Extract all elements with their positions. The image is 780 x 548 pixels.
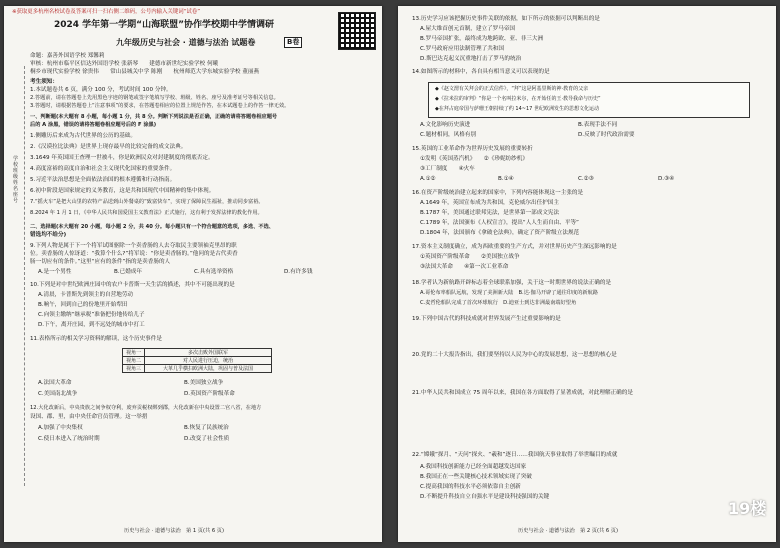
option: B.恢复了民族统治	[184, 425, 229, 431]
judge-item: 7.“摇火车”是把大山里的农特产品送到山外餐桌的“致富快车”，实现了保障民生福祉，推动同步富裕。	[30, 199, 264, 205]
judge-item: 4.高度富裕的高度自治和社会主义现代化国家的重要条件。	[30, 166, 176, 172]
judge-item: 5.习近平法治思想是全面依法治国的根本遵循和行动指南。	[30, 177, 176, 183]
table-cell: 视角一	[123, 349, 145, 357]
option: D.反映了时代政治需要	[578, 132, 635, 138]
option: B.晌午，回到自己的份地里开始犁田	[38, 302, 128, 308]
question-20: 20.党的二十大报告指出，我们要坚持以人民为中心的发展思想，这一思想的核心是	[412, 352, 617, 358]
judge-item: 6.初中阶段是国家规定的义务教育，这是共和国现代中国精神的集中体现。	[30, 188, 215, 194]
option: D.改变了社会性质	[184, 436, 230, 442]
table-row	[123, 357, 272, 365]
judge-item: 1.侧雕历后来成为古代世界的公历的基础。	[30, 133, 137, 139]
question-17: 17.资本主义制度确立，成为西欧重要的生产方式，并对世界历史产生深远影响的是	[412, 244, 617, 250]
exam-page-2	[398, 6, 776, 542]
paper-version-badge: B卷	[284, 37, 302, 48]
question-9-cont: 肠一切应有的条件。”这里“应有的条件”指的是卖香肠的人	[30, 259, 171, 265]
perspective-table	[122, 348, 272, 373]
option: D.不断提升科技自立自强水平是建设科技强国的关键	[420, 494, 550, 500]
material-line: ◆《赵文渭有关拜会的正式信件》，“拜”这是阿基里斯的神·教育的父亲	[435, 86, 589, 92]
table-row	[123, 349, 272, 357]
instruction-item: 1.本试题卷共 6 页，满分 100 分，考试时间 100 分钟。	[30, 87, 172, 93]
page-footer: 历史与社会 · 道德与法治 第 2 页(共 6 页)	[518, 528, 619, 534]
question-18: 18.学者认为新航路开辟标志着全球联系加强，关于这一时期世界的说法正确的是	[412, 280, 612, 286]
material-box	[428, 82, 750, 118]
option: B.美国独立战争	[184, 380, 224, 386]
question-11: 11.表格所示的相关学习资料的解读，这个历史事件是	[30, 336, 162, 342]
question-15: 15.英国的工业革命作为世界历史发展的重要转折	[412, 146, 533, 152]
author-line: 命题：嘉善外国语学校 郑馨莉	[30, 53, 105, 59]
judge-item: 8.2024 年 1 月 1 日，《中华人民共和国爱国主义教育法》正式施行，这有利于发挥法律的教化作用。	[30, 210, 263, 216]
judge-item: 3.1649 年英国国王查理一世被斗，你是欧洲民众对封建制度的彻底否定。	[30, 155, 214, 161]
exam-subtitle: 九年级历史与社会 · 道德与法治 试题卷	[116, 38, 256, 47]
option: C.提高我国的科技水平必须依靠自主创新	[420, 484, 521, 490]
instruction-item: 3.答题时，请根据答题卷上“注意事项”的要求，在答题卷相应的位置上规范作答，在本试题卷上的作答一律无效。	[30, 103, 290, 109]
section1-heading-2: 后的 A 涂黑，错误的请将答题卷相应题号后的 F 涂黑)	[30, 122, 157, 128]
exam-title: 2024 学年第一学期“山海联盟”协作学校期中学情调研	[54, 20, 275, 30]
question-10: 10.下列是对中世纪欧洲庄园中的农户卡普斯一天生活的描述，其中不可能出现的是	[30, 282, 235, 288]
qr-code	[338, 12, 376, 50]
option: D.③④	[658, 176, 675, 182]
table-cell: 视角三	[123, 365, 145, 373]
section2-heading: 二、选择题(本大题有 20 小题，每小题 2 分，共 40 分。每小题只有一个符合题意的选项，多选、不选、	[30, 224, 274, 230]
judge-item: 2.《汉谟拉比法典》是世界上现存最早的比较完备的成文法典。	[30, 144, 187, 150]
exam-page-1	[4, 6, 382, 542]
option: C.麦哲伦船队完成了首次环球航行 D.迪亚士到达非洲最南端好望角	[420, 300, 577, 306]
author-line: 桐乡市现代实验学校 徐贵伟 常山县城关中学 陈刚 杭州师范大学东城实验学校 董丽燕	[30, 69, 260, 75]
option: C.向领主缴纳“继承税”准备把份地传给儿子	[38, 312, 145, 318]
table-cell: 视角二	[123, 357, 145, 365]
question-22: 22.“嫦娥”探月、“天问”探火、“羲和”逐日……我国航天事业取得了举世瞩目的成就	[412, 452, 618, 458]
option: A.是一个男性	[38, 269, 72, 275]
option: B.罗马帝国扩张，最终成为地跨欧、亚、非三大洲	[420, 36, 544, 42]
option: B.1787 年，美国通过联邦宪法，是世界第一部成文宪法	[420, 210, 560, 216]
instructions-heading: 考生须知：	[30, 79, 58, 85]
question-9-cont: 位。卖香肠的人惊讶道：“我算个什么?”将军说：“你是卖香肠的。”他问的是古代卖香	[30, 251, 238, 257]
section2-heading-2: 错选均不给分)	[30, 232, 67, 238]
section1-heading: 一、判断题(本大题有 8 小题，每小题 1 分，共 8 分。判断下列说法是否正确，正确的请将答题卷相应题号	[30, 114, 278, 120]
question-16: 16.在资产阶级统治建立起来的国家中，下列内容能体现这一主张的是	[412, 190, 584, 196]
option: A.清晨，卡普斯先到领主的自营地劳动	[38, 292, 134, 298]
author-line: 审核：杭州市临平区信达外国语学校 张新琴 建德市新世纪实验学校 何曦	[30, 61, 219, 67]
site-watermark: 19楼	[728, 499, 767, 518]
binding-line	[24, 66, 25, 486]
table-cell: 多次击败外国联军	[145, 349, 272, 357]
option: C.使日本进入了统治时期	[38, 436, 100, 442]
material-line: ◆在拜占庭帝国与萨珊王朝持续了约 14~17 世纪欧洲发生的思想文化运动	[435, 106, 599, 112]
option: A.屋大维首创元首制，建立了罗马帝国	[420, 26, 516, 32]
option: B.表现手法不同	[578, 122, 618, 128]
side-label: 学校班级姓名座号	[13, 156, 19, 204]
table-row	[123, 365, 272, 373]
option: B.我国正在一些关键核心技术领域实现了突破	[420, 474, 532, 480]
option: ③法国大革命 ④第一次工业革命	[420, 264, 509, 270]
option: D.有许多钱	[284, 269, 313, 275]
option: B.已婚成年	[114, 269, 142, 275]
option: C.②③	[578, 176, 594, 182]
material-line: ◆《拉米拉的审判》“你是一个名叫拉米尔，在开始任的王·教导我命与历史”	[435, 96, 601, 102]
question-14: 14.如图所示的材料中，各自具有相当意义可以表现的是	[412, 69, 550, 75]
option: D.英国资产阶级革命	[184, 391, 235, 397]
question-12: 12.大化改新后，中央贵族之间争权夺利，废弃贡税权绑到郡，大化改新在中央设置二官八省，在地方	[30, 405, 262, 411]
option: ①英国资产阶级革命 ②美国独立战争	[420, 254, 520, 260]
page-footer: 历史与社会 · 道德与法治 第 1 页(共 6 页)	[124, 528, 225, 534]
option: D.1804 年，法国颁布《拿破仑法典》，确定了资产阶级立法规范	[420, 230, 580, 236]
option: A.我国科技创新能力已经全面超越发达国家	[420, 464, 527, 470]
option: C.罗马政府应用法制管理了共和国	[420, 46, 504, 52]
question-15-items: ①发明《英国蒸汽机》 ②《珍妮纺纱机》	[420, 156, 528, 162]
question-15-items: ③工厂制度 ④火车	[420, 166, 475, 172]
question-19: 19.下列中国古代的科技成就对世界发展产生过重要影响的是	[412, 316, 561, 322]
instruction-item: 2.答题前，请在答题卷上先用黑色字迹的钢笔或签字笔填写学校、班级、姓名、座号及准考证号等相关信息。	[30, 95, 279, 101]
option: A.文化影响历史演进	[420, 122, 471, 128]
question-21: 21.中华人民共和国成立 75 周年以来，我国在各方面取得了显著成就，对此理解正确的是	[412, 390, 633, 396]
option: C.题材相同，风格有别	[420, 132, 477, 138]
option: C.具有选举资格	[194, 269, 234, 275]
table-cell: 对人民进行压迫，统治	[145, 357, 272, 365]
option: A.加强了中央集权	[38, 425, 83, 431]
question-9: 9.下列人物是属于下一个将军试图驱除一个卖香肠的人去夺取民主要领袖克里昂的职	[30, 243, 237, 249]
header-note: ※获取更多杭州名校试卷及答案可扫一扫右侧二维码，公号内输入关键词“试卷”	[12, 9, 200, 15]
option: A.法国大革命	[38, 380, 72, 386]
option: A.哥伦布率船队远航，发现了美洲新大陆 B.达·伽马开辟了通往印度的新航路	[420, 290, 598, 296]
question-13: 13.历史学习应该把握历史事件关联的依据，如下所示的依据可以判断出的是	[412, 16, 600, 22]
option: C.美国南北战争	[38, 391, 78, 397]
option: D.斯巴达克起义沉重地打击了罗马的统治	[420, 56, 522, 62]
option: C.1789 年，法国颁布《人权宣言》，提出“人人生而自由、平等”	[420, 220, 579, 226]
table-cell: 大革几乎横扫欧洲大陆，巩固与普及法国	[145, 365, 272, 373]
option: B.①④	[498, 176, 514, 182]
option: A.①②	[420, 176, 436, 182]
option: A.1649 年，英国宣布成为共和国，克伦威尔出任护国主	[420, 200, 559, 206]
question-12-cont: 设国、郡、里，由中央任命官员管理。这一举措	[30, 414, 148, 420]
option: D.下午，离开庄园，到不远处的城市中打工	[38, 322, 145, 328]
